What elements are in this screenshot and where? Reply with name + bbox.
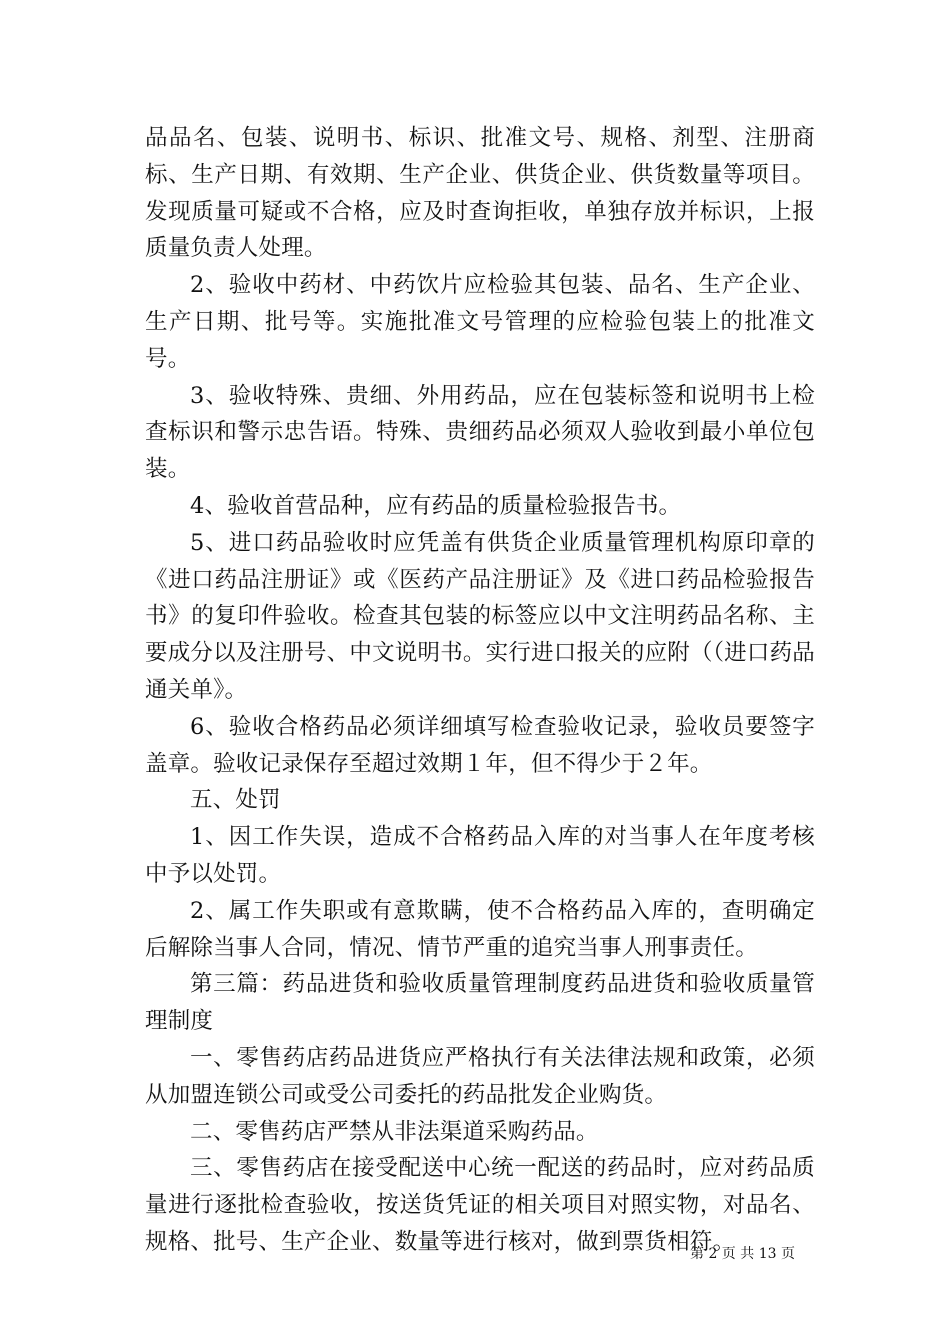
section-heading-penalty: 五、处罚 [190, 787, 281, 814]
page-number-footer: 第 2 页 共 13 页 [690, 1246, 795, 1262]
paragraph-item-6: 6、验收合格药品必须详细填写检查验收记录，验收员要签字盖章。验收记录保存至超过效期１年，但不得少于２年。 [145, 713, 815, 777]
document-body [145, 120, 815, 1261]
paragraph-rule-2: 二、零售药店严禁从非法渠道采购药品。 [190, 1118, 599, 1145]
paragraph-rule-3: 三、零售药店在接受配送中心统一配送的药品时，应对药品质量进行逐批检查验收，按送货凭证的相关项目对照实物，对品名、规格、批号、生产企业、数量等进行核对，做到票货相符。 [145, 1155, 815, 1255]
chapter-heading-part-three: 第三篇：药品进货和验收质量管理制度药品进货和验收质量管理制度 [145, 971, 815, 1035]
paragraph-item-2: 2、验收中药材、中药饮片应检验其包装、品名、生产企业、生产日期、批号等。实施批准文号管理的应检验包装上的批准文号。 [145, 272, 815, 372]
paragraph-item-3: 3、验收特殊、贵细、外用药品，应在包装标签和说明书上检查标识和警示忠告语。特殊、贵细药品必须双人验收到最小单位包装。 [145, 382, 815, 483]
paragraph-item-4: 4、验收首营品种，应有药品的质量检验报告书。 [190, 492, 682, 519]
paragraph-rule-1: 一、零售药店药品进货应严格执行有关法律法规和政策，必须从加盟连锁公司或受公司委托的药品批发企业购货。 [145, 1044, 815, 1108]
paragraph-item-5: 5、进口药品验收时应凭盖有供货企业质量管理机构原印章的《进口药品注册证》或《医药产品注册证》及《进口药品检验报告书》的复印件验收。检查其包装的标签应以中文注明药品名称、主要成分以及注册号、中文说明书。实行进口报关的应附（（进口药品通关单》。 [145, 529, 815, 703]
paragraph-continuation: 品品名、包装、说明书、标识、批准文号、规格、剂型、注册商标、生产日期、有效期、生产企业、供货企业、供货数量等项目。发现质量可疑或不合格，应及时查询拒收，单独存放并标识，上报质量负责人处理。 [145, 125, 815, 262]
paragraph-penalty-2: 2、属工作失职或有意欺瞒，使不合格药品入库的，查明确定后解除当事人合同，情况、情节严重的追究当事人刑事责任。 [145, 897, 815, 961]
paragraph-penalty-1: 1、因工作失误，造成不合格药品入库的对当事人在年度考核中予以处罚。 [145, 824, 815, 887]
